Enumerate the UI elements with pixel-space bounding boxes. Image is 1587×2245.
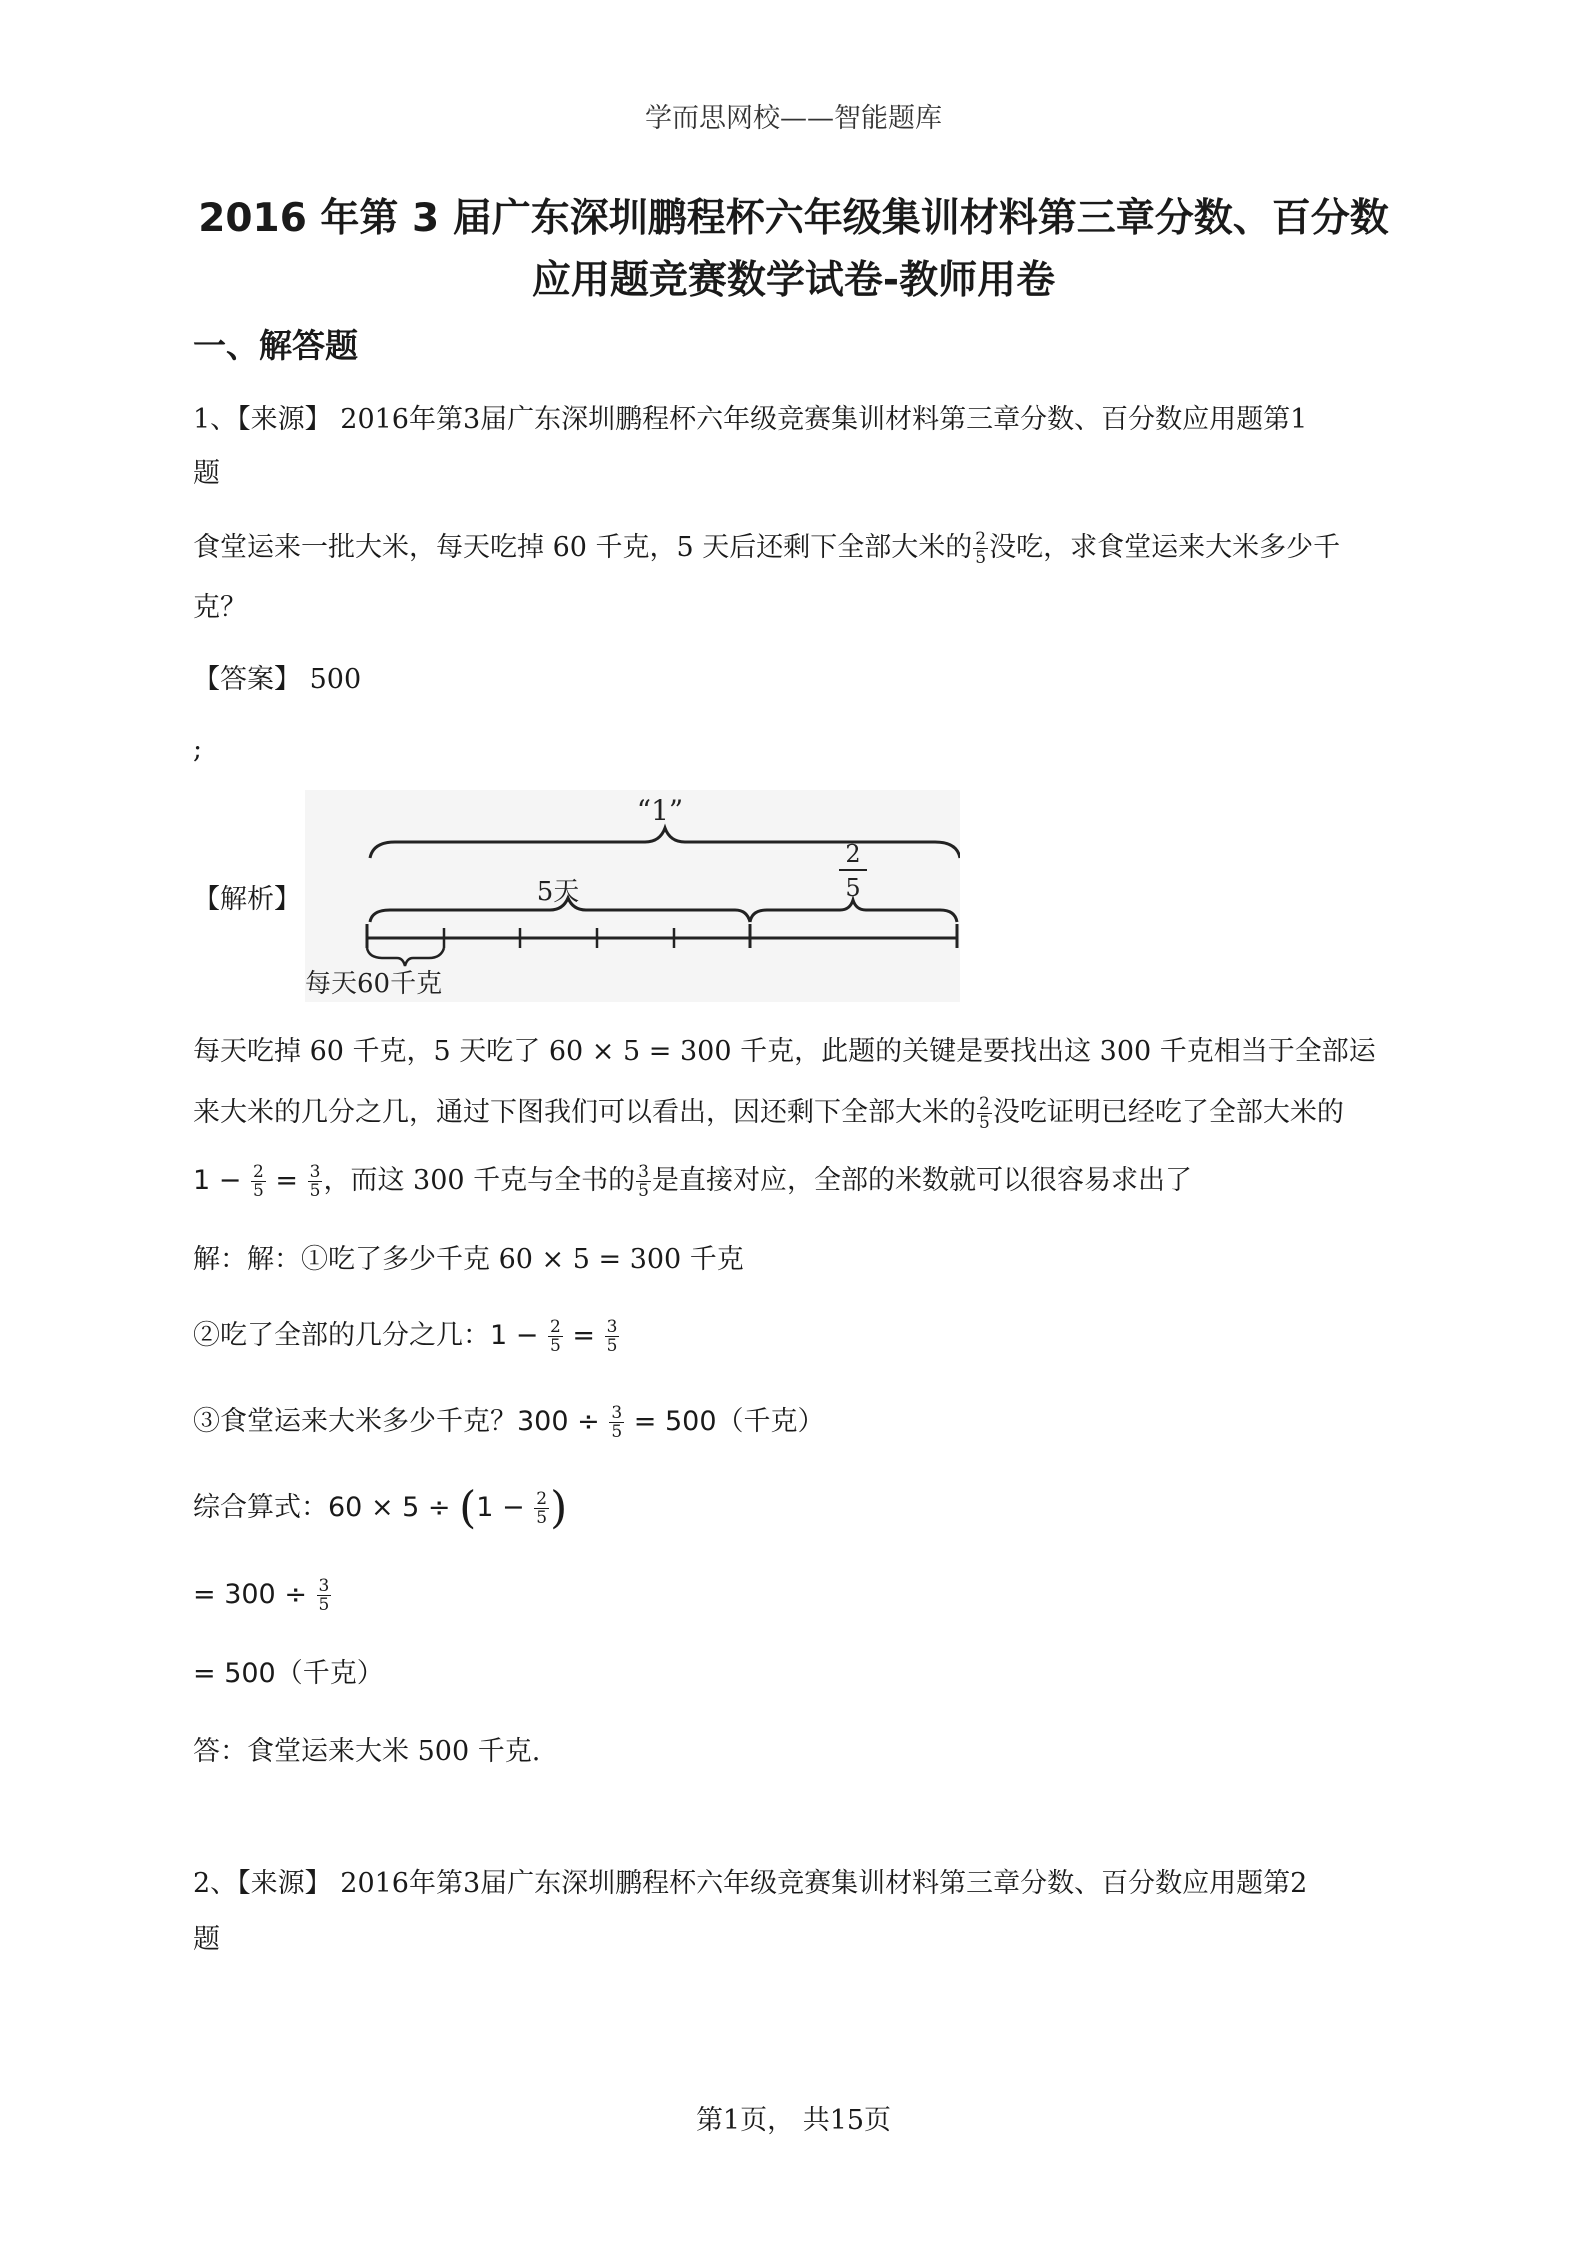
whole-label: “1”: [636, 794, 684, 827]
analysis-label: 【解析】: [193, 884, 301, 915]
fraction-three-fifths: $\frac{3}{5}$: [611, 1403, 623, 1442]
explanation-line-1: 每天吃掉 60 千克，5 天吃了 60 × 5 = 300 千克，此题的关键是要找出这 300 千克相当于全部运: [193, 1036, 1376, 1067]
math-300-div: = 300 ÷: [193, 1579, 307, 1610]
explanation-line-3-c: ，而这 300 千克与全书的: [323, 1165, 636, 1196]
fraction-three-fifths: $\frac{3}{5}$: [606, 1317, 618, 1356]
section-heading: 一、解答题: [193, 326, 358, 365]
math-one-minus: 1 −: [476, 1492, 525, 1523]
right-paren: ): [550, 1482, 568, 1534]
math-divide: 300 ÷: [517, 1406, 600, 1437]
final-answer: 答：食堂运来大米 500 千克.: [193, 1736, 541, 1767]
explanation-line-3: [193, 1153, 1192, 1209]
q1-problem-text-a: 食堂运来一批大米，每天吃掉 60 千克，5 天后还剩下全部大米的: [193, 532, 973, 563]
line-segment-diagram: [305, 790, 960, 1002]
answer-value: 500: [309, 664, 362, 695]
q2-source-line-1: 2、【来源】 2016年第3届广东深圳鹏程杯六年级竞赛集训材料第三章分数、百分数应用题第2: [193, 1868, 1308, 1899]
solution-step-1: 解：解：①吃了多少千克 60 × 5 = 300 千克: [193, 1244, 744, 1275]
fraction-two-fifths: $\frac{2}{5}$: [536, 1489, 548, 1528]
math-equals: =: [275, 1165, 299, 1196]
title-line-1: 2016 年第 3 届广东深圳鹏程杯六年级集训材料第三章分数、百分数: [198, 196, 1389, 241]
q1-answer: [193, 652, 361, 708]
five-days-label: 5天: [536, 877, 580, 907]
combined-label: 综合算式：: [193, 1492, 328, 1523]
page-footer: 第1页， 共15页: [695, 2105, 892, 2136]
math-one-minus: 1 −: [490, 1320, 539, 1351]
explanation-line-2-b: 没吃证明已经吃了全部大米的: [992, 1097, 1344, 1128]
step-3-result: = 500（千克）: [633, 1406, 825, 1437]
page-title: [150, 188, 1437, 312]
q2-source-line-2: 题: [193, 1924, 220, 1955]
remainder-fraction-numerator: 2: [845, 840, 861, 868]
left-paren: (: [459, 1482, 477, 1534]
equation-line-2: = 500（千克）: [193, 1658, 384, 1689]
q1-problem-line-2: 克？: [193, 592, 247, 623]
fraction-two-fifths: $\frac{2}{5}$: [979, 1094, 990, 1133]
explanation-line-2: [193, 1085, 1344, 1141]
equation-line-1: [193, 1567, 332, 1623]
combined-formula: [193, 1480, 567, 1536]
explanation-line-2-a: 来大米的几分之几，通过下图我们可以看出，因还剩下全部大米的: [193, 1097, 976, 1128]
q1-semicolon: ;: [193, 734, 203, 765]
page-header: 学而思网校——智能题库: [645, 103, 942, 134]
step-3-text: ③食堂运来大米多少千克？: [193, 1406, 517, 1437]
q1-problem-line-1: [193, 520, 1340, 576]
fraction-three-fifths: $\frac{3}{5}$: [638, 1162, 649, 1201]
answer-label: 【答案】: [193, 664, 301, 695]
math-one-minus: 1 −: [193, 1165, 242, 1196]
fraction-two-fifths: $\frac{2}{5}$: [549, 1317, 561, 1356]
step-2-text: ②吃了全部的几分之几：: [193, 1320, 490, 1351]
per-day-label: 每天60千克: [305, 969, 443, 999]
fraction-two-fifths: $\frac{2}{5}$: [975, 529, 987, 568]
solution-step-3: [193, 1394, 825, 1450]
fraction-three-fifths: $\frac{3}{5}$: [318, 1576, 330, 1615]
math-equals: =: [572, 1320, 596, 1351]
title-line-2: 应用题竞赛数学试卷-教师用卷: [531, 258, 1056, 303]
q1-source-line-2: 题: [193, 458, 220, 489]
solution-step-2: [193, 1308, 620, 1364]
q1-problem-text-b: 没吃，求食堂运来大米多少千: [989, 532, 1341, 563]
remainder-fraction-denominator: 5: [845, 874, 861, 902]
math-60x5-div: 60 × 5 ÷: [328, 1492, 451, 1523]
q1-source-line-1: 1、【来源】 2016年第3届广东深圳鹏程杯六年级竞赛集训材料第三章分数、百分数应用题第1: [193, 404, 1308, 435]
fraction-three-fifths: $\frac{3}{5}$: [309, 1162, 321, 1201]
fraction-two-fifths: $\frac{2}{5}$: [252, 1162, 264, 1201]
explanation-line-3-d: 是直接对应，全部的米数就可以很容易求出了: [651, 1165, 1192, 1196]
